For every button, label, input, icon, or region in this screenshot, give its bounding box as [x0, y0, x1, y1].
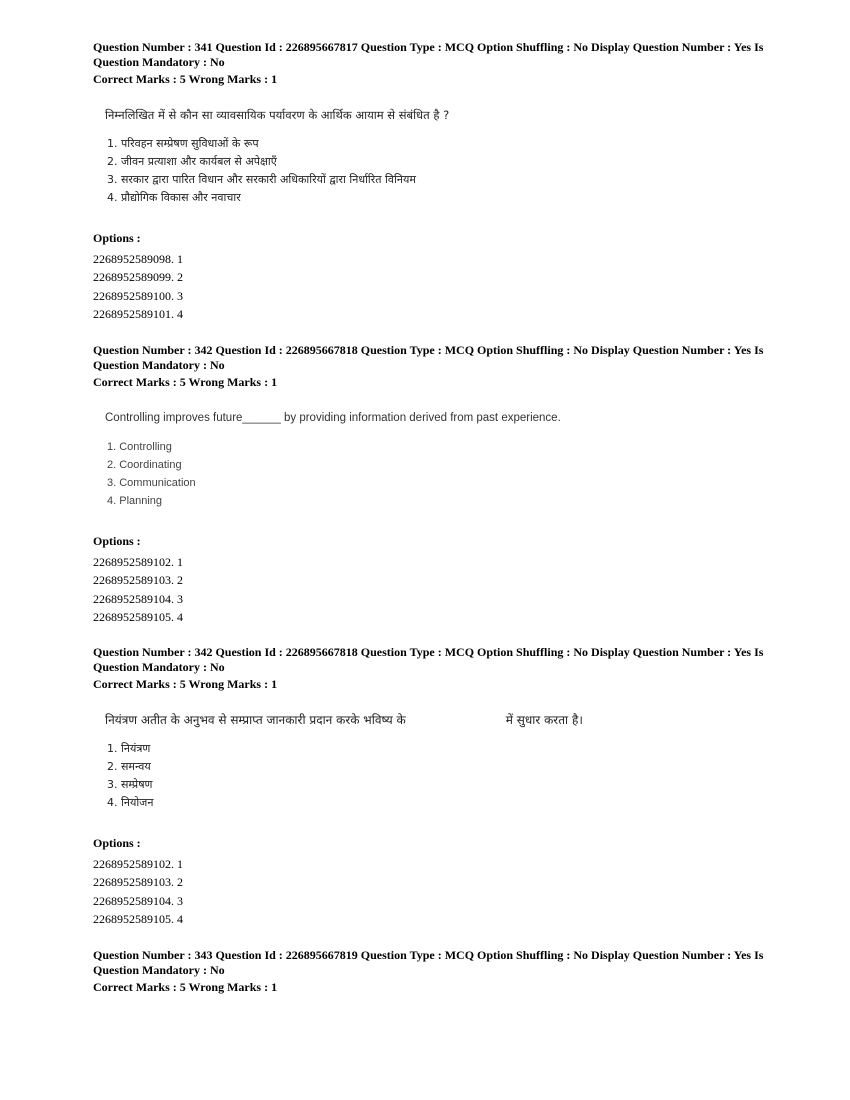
option-id: 2268952589098. 1	[93, 252, 183, 266]
option-id: 2268952589104. 3	[93, 591, 183, 606]
option-id-list	[93, 250, 773, 323]
option-id: 2268952589105. 4	[93, 609, 183, 624]
option-id: 2268952589101. 4	[93, 306, 183, 321]
marks-line: Correct Marks : 5 Wrong Marks : 1	[93, 72, 278, 86]
option-id: 2268952589099. 2	[93, 270, 183, 285]
question-block-343	[93, 948, 773, 995]
option-id: 2268952589100. 3	[93, 288, 183, 303]
marks-line: Correct Marks : 5 Wrong Marks : 1	[93, 677, 278, 691]
choice-list	[107, 135, 773, 207]
option-id: 2268952589102. 1	[93, 555, 183, 569]
marks-line: Correct Marks : 5 Wrong Marks : 1	[93, 375, 278, 389]
question-text-part-2: में सुधार करता है।	[505, 713, 583, 727]
header-line-1: Question Number : 342 Question Id : 226895667818 Question Type : MCQ Option Shuffling : No Display Question Number : Yes Is	[93, 343, 764, 357]
option-id: 2268952589105. 4	[93, 911, 183, 926]
header-line-1: Question Number : 341 Question Id : 226895667817 Question Type : MCQ Option Shuffling : No Display Question Number : Yes Is	[93, 40, 764, 54]
question-text	[105, 712, 773, 728]
choice-item: 3. सम्प्रेषण	[107, 778, 153, 791]
question-header	[93, 645, 773, 675]
choice-item: 3. Communication	[107, 477, 196, 489]
choice-item: 4. प्रौद्योगिक विकास और नवाचार	[107, 191, 241, 204]
option-id-list	[93, 855, 773, 928]
choice-list	[107, 438, 773, 510]
option-id-list	[93, 553, 773, 626]
choice-item: 1. Controlling	[107, 441, 172, 453]
choice-item: 1. नियंत्रण	[107, 742, 151, 755]
header-line-2: Question Mandatory : No	[93, 660, 225, 674]
header-line-1: Question Number : 342 Question Id : 226895667818 Question Type : MCQ Option Shuffling : No Display Question Number : Yes Is	[93, 645, 764, 659]
question-header	[93, 343, 773, 373]
choice-item: 2. Coordinating	[107, 459, 182, 471]
question-header	[93, 40, 773, 70]
header-line-2: Question Mandatory : No	[93, 963, 225, 977]
choice-item: 2. जीवन प्रत्याशा और कार्यबल से अपेक्षाएँ	[107, 155, 277, 168]
choice-list	[107, 740, 773, 812]
question-block-341	[93, 40, 773, 323]
choice-item: 2. समन्वय	[107, 760, 151, 773]
options-title: Options :	[93, 534, 141, 548]
header-line-1: Question Number : 343 Question Id : 226895667819 Question Type : MCQ Option Shuffling : No Display Question Number : Yes Is	[93, 948, 764, 962]
header-line-2: Question Mandatory : No	[93, 55, 225, 69]
question-header	[93, 948, 773, 978]
choice-item: 4. नियोजन	[107, 796, 154, 809]
option-id: 2268952589102. 1	[93, 857, 183, 871]
question-text: Controlling improves future______ by providing information derived from past experience.	[105, 412, 561, 424]
options-title: Options :	[93, 231, 141, 245]
question-block-342-hi	[93, 645, 773, 928]
option-id: 2268952589104. 3	[93, 893, 183, 908]
marks-line: Correct Marks : 5 Wrong Marks : 1	[93, 980, 278, 994]
option-id: 2268952589103. 2	[93, 573, 183, 588]
question-text-part-1: नियंत्रण अतीत के अनुभव से सम्प्राप्त जानकारी प्रदान करके भविष्य के	[105, 713, 406, 727]
header-line-2: Question Mandatory : No	[93, 358, 225, 372]
question-text: निम्नलिखित में से कौन सा व्यावसायिक पर्यावरण के आर्थिक आयाम से संबंधित है ?	[105, 108, 450, 122]
question-block-342-en	[93, 343, 773, 626]
choice-item: 4. Planning	[107, 495, 163, 507]
choice-item: 3. सरकार द्वारा पारित विधान और सरकारी अधिकारियों द्वारा निर्धारित विनियम	[107, 173, 416, 186]
options-title: Options :	[93, 836, 141, 850]
choice-item: 1. परिवहन सम्प्रेषण सुविधाओं के रूप	[107, 137, 259, 150]
option-id: 2268952589103. 2	[93, 875, 183, 890]
